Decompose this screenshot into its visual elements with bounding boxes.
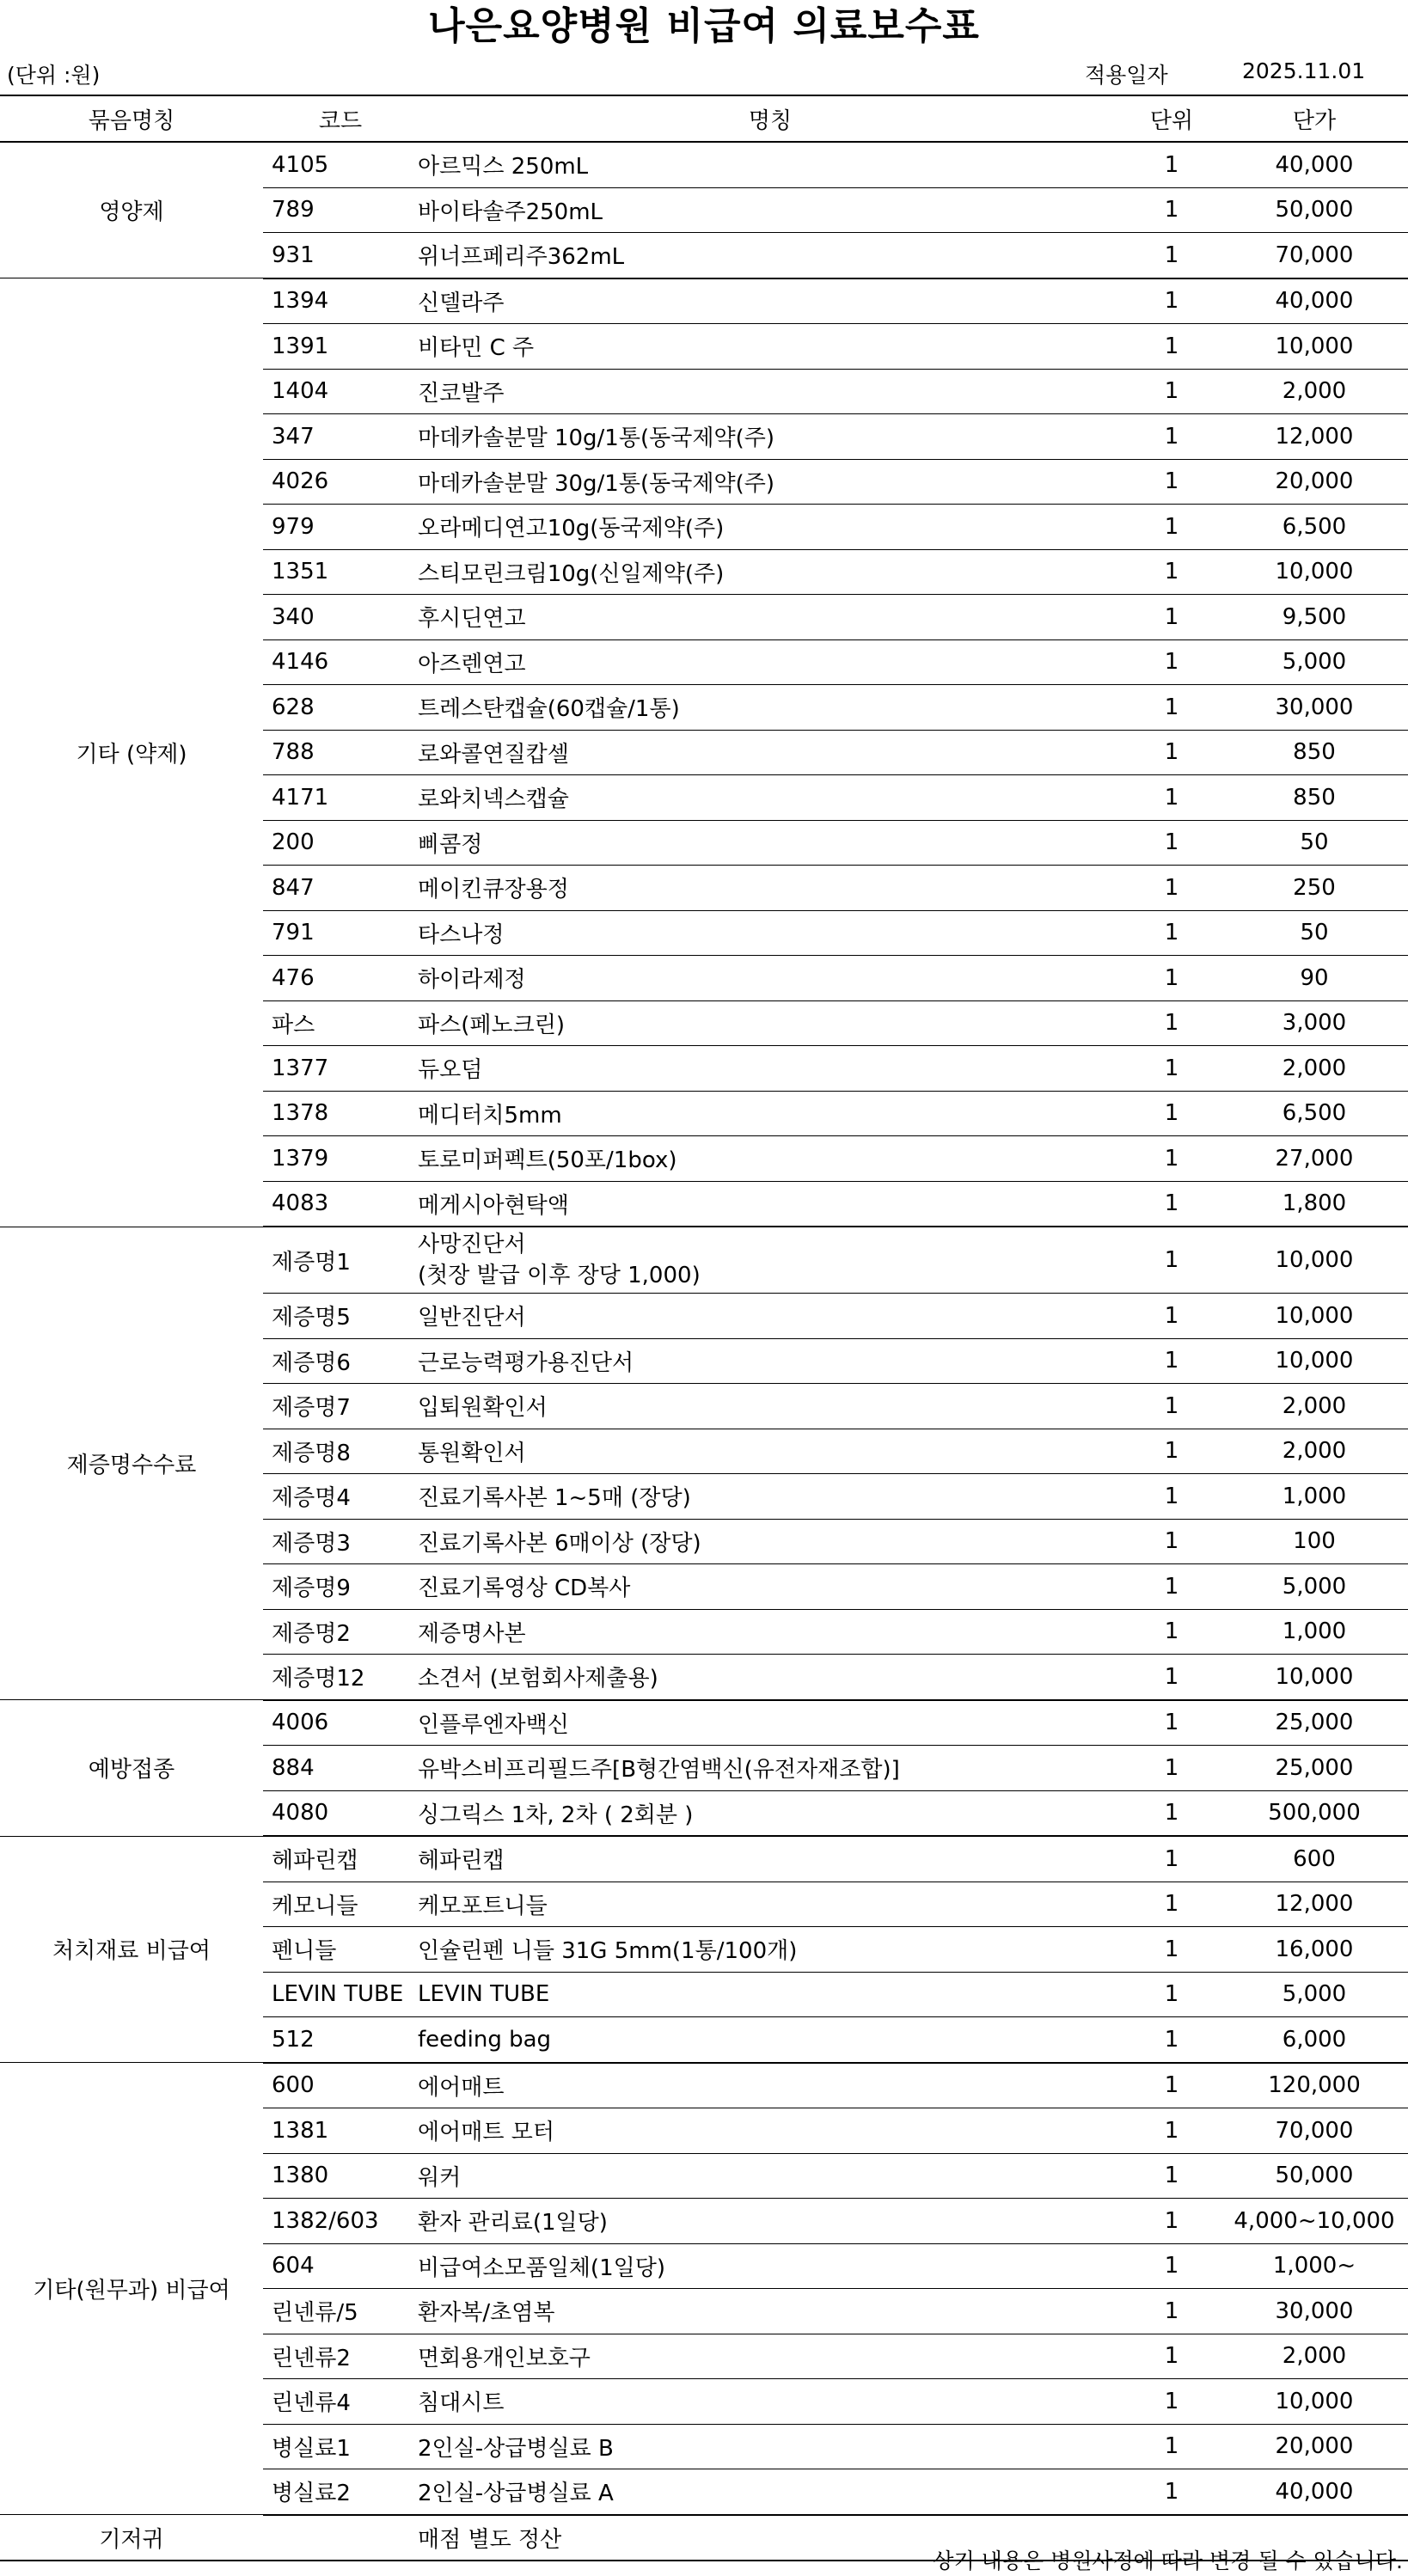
qty-cell: 1	[1123, 956, 1221, 1001]
table-row	[0, 2063, 1408, 2108]
code-cell: 1404	[263, 369, 418, 414]
price-cell: 1,000	[1221, 1609, 1408, 1655]
price-cell: 6,000	[1221, 2017, 1408, 2063]
item-name-cell: 타스나정	[418, 910, 1123, 956]
table-row	[0, 1700, 1408, 1746]
code-cell: 제증명5	[263, 1294, 418, 1339]
price-cell: 500,000	[1221, 1790, 1408, 1836]
item-name-cell: 아즈렌연고	[418, 639, 1123, 685]
price-cell: 1,000~	[1221, 2243, 1408, 2289]
qty-cell: 1	[1123, 1836, 1221, 1882]
item-name-cell: 메게시아현탁액	[418, 1181, 1123, 1227]
qty-cell: 1	[1123, 2199, 1221, 2244]
header-name: 명칭	[418, 95, 1123, 142]
qty-cell: 1	[1123, 1000, 1221, 1046]
code-cell: 제증명3	[263, 1519, 418, 1564]
code-cell: LEVIN TUBE	[263, 1972, 418, 2017]
item-name-cell: 2인실-상급병실료 B	[418, 2424, 1123, 2469]
code-cell: 제증명12	[263, 1655, 418, 1700]
code-cell: 4105	[263, 142, 418, 187]
price-cell: 10,000	[1221, 1294, 1408, 1339]
item-name-cell: 비급여소모품일체(1일당)	[418, 2243, 1123, 2289]
qty-cell: 1	[1123, 1700, 1221, 1746]
price-cell: 120,000	[1221, 2063, 1408, 2108]
qty-cell: 1	[1123, 1519, 1221, 1564]
qty-cell: 1	[1123, 2063, 1221, 2108]
price-cell: 16,000	[1221, 1927, 1408, 1973]
qty-cell: 1	[1123, 1474, 1221, 1520]
code-cell: 제증명1	[263, 1227, 418, 1294]
table-header-row	[0, 95, 1408, 142]
group-name-cell: 기저귀	[0, 2515, 263, 2561]
qty-cell: 1	[1123, 1338, 1221, 1384]
price-cell: 5,000	[1221, 1972, 1408, 2017]
code-cell: 1380	[263, 2153, 418, 2199]
code-cell: 4006	[263, 1700, 418, 1746]
price-cell: 5,000	[1221, 639, 1408, 685]
code-cell: 931	[263, 233, 418, 278]
qty-cell: 1	[1123, 505, 1221, 550]
code-cell: 4080	[263, 1790, 418, 1836]
qty-cell: 1	[1123, 866, 1221, 911]
qty-cell: 1	[1123, 639, 1221, 685]
item-name-cell: 진코발주	[418, 369, 1123, 414]
code-cell: 1382/603	[263, 2199, 418, 2244]
qty-cell: 1	[1123, 820, 1221, 866]
item-name-cell: 위너프페리주362mL	[418, 233, 1123, 278]
price-cell: 10,000	[1221, 1338, 1408, 1384]
price-cell: 1,000	[1221, 1474, 1408, 1520]
code-cell: 파스	[263, 1000, 418, 1046]
code-cell: 제증명8	[263, 1429, 418, 1474]
qty-cell: 1	[1123, 1294, 1221, 1339]
price-cell: 12,000	[1221, 414, 1408, 460]
item-name-cell: 유박스비프리필드주[B형간염백신(유전자재조합)]	[418, 1746, 1123, 1791]
group-name-cell: 기타 (약제)	[0, 278, 263, 1227]
item-name-cell: LEVIN TUBE	[418, 1972, 1123, 2017]
price-cell: 100	[1221, 1519, 1408, 1564]
item-name-cell: 환자복/초염복	[418, 2289, 1123, 2334]
code-cell: 884	[263, 1746, 418, 1791]
code-cell: 1391	[263, 324, 418, 370]
item-name-cell: 트레스탄캡슐(60캡슐/1통)	[418, 685, 1123, 731]
price-cell: 1,800	[1221, 1181, 1408, 1227]
price-cell: 10,000	[1221, 549, 1408, 595]
qty-cell: 1	[1123, 685, 1221, 731]
qty-cell: 1	[1123, 369, 1221, 414]
code-cell: 1378	[263, 1091, 418, 1136]
table-row	[0, 278, 1408, 324]
price-cell: 50,000	[1221, 2153, 1408, 2199]
qty-cell: 1	[1123, 1746, 1221, 1791]
item-name-cell: 워커	[418, 2153, 1123, 2199]
item-name-cell: 스티모린크림10g(신일제약(주)	[418, 549, 1123, 595]
qty-cell: 1	[1123, 595, 1221, 640]
item-name-cell: 비타민 C 주	[418, 324, 1123, 370]
qty-cell: 1	[1123, 1136, 1221, 1182]
code-cell: 헤파린캡	[263, 1836, 418, 1882]
code-cell: 4171	[263, 775, 418, 821]
code-cell: 788	[263, 730, 418, 775]
price-cell: 25,000	[1221, 1700, 1408, 1746]
price-cell: 2,000	[1221, 1384, 1408, 1429]
qty-cell: 1	[1123, 1790, 1221, 1836]
price-cell: 850	[1221, 775, 1408, 821]
qty-cell: 1	[1123, 459, 1221, 505]
header-group: 묶음명칭	[0, 95, 263, 142]
qty-cell: 1	[1123, 730, 1221, 775]
code-cell: 791	[263, 910, 418, 956]
item-name-cell: 삐콤정	[418, 820, 1123, 866]
item-name-cell: 바이타솔주250mL	[418, 187, 1123, 233]
qty-cell: 1	[1123, 1609, 1221, 1655]
code-cell: 1381	[263, 2108, 418, 2154]
price-cell: 10,000	[1221, 1655, 1408, 1700]
qty-cell: 1	[1123, 1564, 1221, 1610]
code-cell: 병실료1	[263, 2424, 418, 2469]
item-name-cell: 오라메디연고10g(동국제약(주)	[418, 505, 1123, 550]
item-name-cell: 로와콜연질캅셀	[418, 730, 1123, 775]
price-cell: 50	[1221, 910, 1408, 956]
code-cell: 512	[263, 2017, 418, 2063]
item-name-cell: 신델라주	[418, 278, 1123, 324]
price-cell: 20,000	[1221, 2424, 1408, 2469]
table-row	[0, 1227, 1408, 1294]
code-cell: 린넨류2	[263, 2334, 418, 2379]
price-cell: 5,000	[1221, 1564, 1408, 1610]
code-cell: 제증명9	[263, 1564, 418, 1610]
qty-cell: 1	[1123, 1181, 1221, 1227]
item-name-cell: 토로미퍼펙트(50포/1box)	[418, 1136, 1123, 1182]
item-name-cell: 메이킨큐장용정	[418, 866, 1123, 911]
qty-cell: 1	[1123, 2243, 1221, 2289]
unit-label: (단위 :원)	[7, 63, 101, 88]
page-title: 나은요양병원 비급여 의료보수표	[428, 4, 980, 48]
header-code: 코드	[263, 95, 418, 142]
header-price: 단가	[1221, 95, 1408, 142]
item-name-cell: 환자 관리료(1일당)	[418, 2199, 1123, 2244]
table-row	[0, 142, 1408, 187]
code-cell: 1351	[263, 549, 418, 595]
qty-cell: 1	[1123, 414, 1221, 460]
item-name-cell: 2인실-상급병실료 A	[418, 2469, 1123, 2515]
item-name-cell: 아르믹스 250mL	[418, 142, 1123, 187]
effective-date-value: 2025.11.01	[1242, 58, 1366, 83]
item-name-cell: 인슐린펜 니들 31G 5mm(1통/100개)	[418, 1927, 1123, 1973]
item-name-cell: 메디터치5mm	[418, 1091, 1123, 1136]
qty-cell: 1	[1123, 142, 1221, 187]
code-cell: 476	[263, 956, 418, 1001]
qty-cell: 1	[1123, 2289, 1221, 2334]
item-name-cell: 통원확인서	[418, 1429, 1123, 1474]
item-name-line2: (첫장 발급 이후 장당 1,000)	[418, 1263, 701, 1288]
footnote: 상기 내용은 병원사정에 따라 변경 될 수 있습니다.	[933, 2548, 1403, 2573]
code-cell: 200	[263, 820, 418, 866]
code-cell: 제증명4	[263, 1474, 418, 1520]
item-name-cell: 입퇴원확인서	[418, 1384, 1123, 1429]
qty-cell: 1	[1123, 1227, 1221, 1294]
qty-cell: 1	[1123, 1091, 1221, 1136]
qty-cell: 1	[1123, 1927, 1221, 1973]
item-name-cell: 케모포트니들	[418, 1882, 1123, 1927]
item-name-cell: 제증명사본	[418, 1609, 1123, 1655]
qty-cell: 1	[1123, 2469, 1221, 2515]
code-cell: 린넨류4	[263, 2379, 418, 2425]
price-cell: 3,000	[1221, 1000, 1408, 1046]
item-name-cell: 로와치넥스캡슐	[418, 775, 1123, 821]
code-cell: 1379	[263, 1136, 418, 1182]
code-cell: 제증명7	[263, 1384, 418, 1429]
price-cell: 2,000	[1221, 1429, 1408, 1474]
price-cell: 9,500	[1221, 595, 1408, 640]
qty-cell: 1	[1123, 187, 1221, 233]
price-cell: 6,500	[1221, 1091, 1408, 1136]
price-cell: 30,000	[1221, 2289, 1408, 2334]
item-name-cell: 소견서 (보험회사제출용)	[418, 1655, 1123, 1700]
item-name-cell: 싱그릭스 1차, 2차 ( 2회분 )	[418, 1790, 1123, 1836]
price-cell: 600	[1221, 1836, 1408, 1882]
item-name-cell: 침대시트	[418, 2379, 1123, 2425]
item-name-cell: 진료기록영상 CD복사	[418, 1564, 1123, 1610]
price-cell: 2,000	[1221, 2334, 1408, 2379]
code-cell: 4026	[263, 459, 418, 505]
qty-cell: 1	[1123, 2424, 1221, 2469]
qty-cell: 1	[1123, 1882, 1221, 1927]
code-cell: 600	[263, 2063, 418, 2108]
group-name-cell: 처치재료 비급여	[0, 1836, 263, 2063]
item-name-cell: 마데카솔분말 10g/1통(동국제약(주)	[418, 414, 1123, 460]
qty-cell: 1	[1123, 910, 1221, 956]
qty-cell: 1	[1123, 2153, 1221, 2199]
price-cell: 4,000~10,000	[1221, 2199, 1408, 2244]
qty-cell: 1	[1123, 2017, 1221, 2063]
qty-cell: 1	[1123, 2379, 1221, 2425]
code-cell: 604	[263, 2243, 418, 2289]
code-cell: 4146	[263, 639, 418, 685]
price-cell: 2,000	[1221, 369, 1408, 414]
price-cell: 20,000	[1221, 459, 1408, 505]
price-cell: 70,000	[1221, 233, 1408, 278]
item-name-cell: 후시딘연고	[418, 595, 1123, 640]
qty-cell: 1	[1123, 549, 1221, 595]
item-name-line1: 사망진단서	[418, 1232, 526, 1257]
code-cell: 1377	[263, 1046, 418, 1092]
group-name-cell: 제증명수수료	[0, 1227, 263, 1700]
qty-cell: 1	[1123, 2334, 1221, 2379]
price-cell: 30,000	[1221, 685, 1408, 731]
code-cell	[263, 2515, 418, 2561]
price-cell: 10,000	[1221, 324, 1408, 370]
item-name-cell: 마데카솔분말 30g/1통(동국제약(주)	[418, 459, 1123, 505]
price-cell: 40,000	[1221, 142, 1408, 187]
qty-cell: 1	[1123, 1046, 1221, 1092]
qty-cell: 1	[1123, 1972, 1221, 2017]
price-cell: 10,000	[1221, 1227, 1408, 1294]
price-cell: 2,000	[1221, 1046, 1408, 1092]
code-cell: 4083	[263, 1181, 418, 1227]
qty-cell: 1	[1123, 233, 1221, 278]
code-cell: 347	[263, 414, 418, 460]
price-cell: 25,000	[1221, 1746, 1408, 1791]
price-cell: 50,000	[1221, 187, 1408, 233]
item-name-cell: feeding bag	[418, 2017, 1123, 2063]
item-name-cell: 듀오덤	[418, 1046, 1123, 1092]
qty-cell: 1	[1123, 775, 1221, 821]
fee-table	[0, 95, 1408, 2561]
item-name-cell: 에어매트 모터	[418, 2108, 1123, 2154]
qty-cell: 1	[1123, 324, 1221, 370]
code-cell: 병실료2	[263, 2469, 418, 2515]
item-name-cell: 면회용개인보호구	[418, 2334, 1123, 2379]
qty-cell: 1	[1123, 1429, 1221, 1474]
item-name-cell: 진료기록사본 6매이상 (장당)	[418, 1519, 1123, 1564]
fee-table-body	[0, 142, 1408, 2561]
item-name-cell: 인플루엔자백신	[418, 1700, 1123, 1746]
effective-date-label: 적용일자	[1085, 63, 1168, 88]
code-cell: 1394	[263, 278, 418, 324]
group-name-cell: 예방접종	[0, 1700, 263, 1837]
item-name-cell: 파스(페노크린)	[418, 1000, 1123, 1046]
price-cell: 70,000	[1221, 2108, 1408, 2154]
price-cell: 27,000	[1221, 1136, 1408, 1182]
code-cell: 케모니들	[263, 1882, 418, 1927]
item-name-cell: 근로능력평가용진단서	[418, 1338, 1123, 1384]
item-name-cell: 에어매트	[418, 2063, 1123, 2108]
group-name-cell: 영양제	[0, 142, 263, 278]
code-cell: 847	[263, 866, 418, 911]
price-cell: 50	[1221, 820, 1408, 866]
price-cell: 10,000	[1221, 2379, 1408, 2425]
price-cell: 6,500	[1221, 505, 1408, 550]
price-cell: 850	[1221, 730, 1408, 775]
code-cell: 린넨류/5	[263, 2289, 418, 2334]
item-name-cell: 하이라제정	[418, 956, 1123, 1001]
price-cell: 40,000	[1221, 278, 1408, 324]
price-cell: 90	[1221, 956, 1408, 1001]
item-name-cell: 일반진단서	[418, 1294, 1123, 1339]
item-name-cell: 진료기록사본 1~5매 (장당)	[418, 1474, 1123, 1520]
price-cell: 40,000	[1221, 2469, 1408, 2515]
item-name-cell: 헤파린캡	[418, 1836, 1123, 1882]
qty-cell: 1	[1123, 278, 1221, 324]
price-cell: 12,000	[1221, 1882, 1408, 1927]
item-name-cell: 매점 별도 정산	[418, 2515, 1123, 2561]
qty-cell: 1	[1123, 1655, 1221, 1700]
code-cell: 340	[263, 595, 418, 640]
header-qty: 단위	[1123, 95, 1221, 142]
code-cell: 제증명2	[263, 1609, 418, 1655]
code-cell: 789	[263, 187, 418, 233]
code-cell: 628	[263, 685, 418, 731]
qty-cell: 1	[1123, 2108, 1221, 2154]
code-cell: 제증명6	[263, 1338, 418, 1384]
item-name-cell	[418, 1227, 1123, 1294]
qty-cell: 1	[1123, 1384, 1221, 1429]
code-cell: 979	[263, 505, 418, 550]
code-cell: 펜니들	[263, 1927, 418, 1973]
group-name-cell: 기타(원무과) 비급여	[0, 2063, 263, 2515]
price-cell: 250	[1221, 866, 1408, 911]
table-row	[0, 1836, 1408, 1882]
